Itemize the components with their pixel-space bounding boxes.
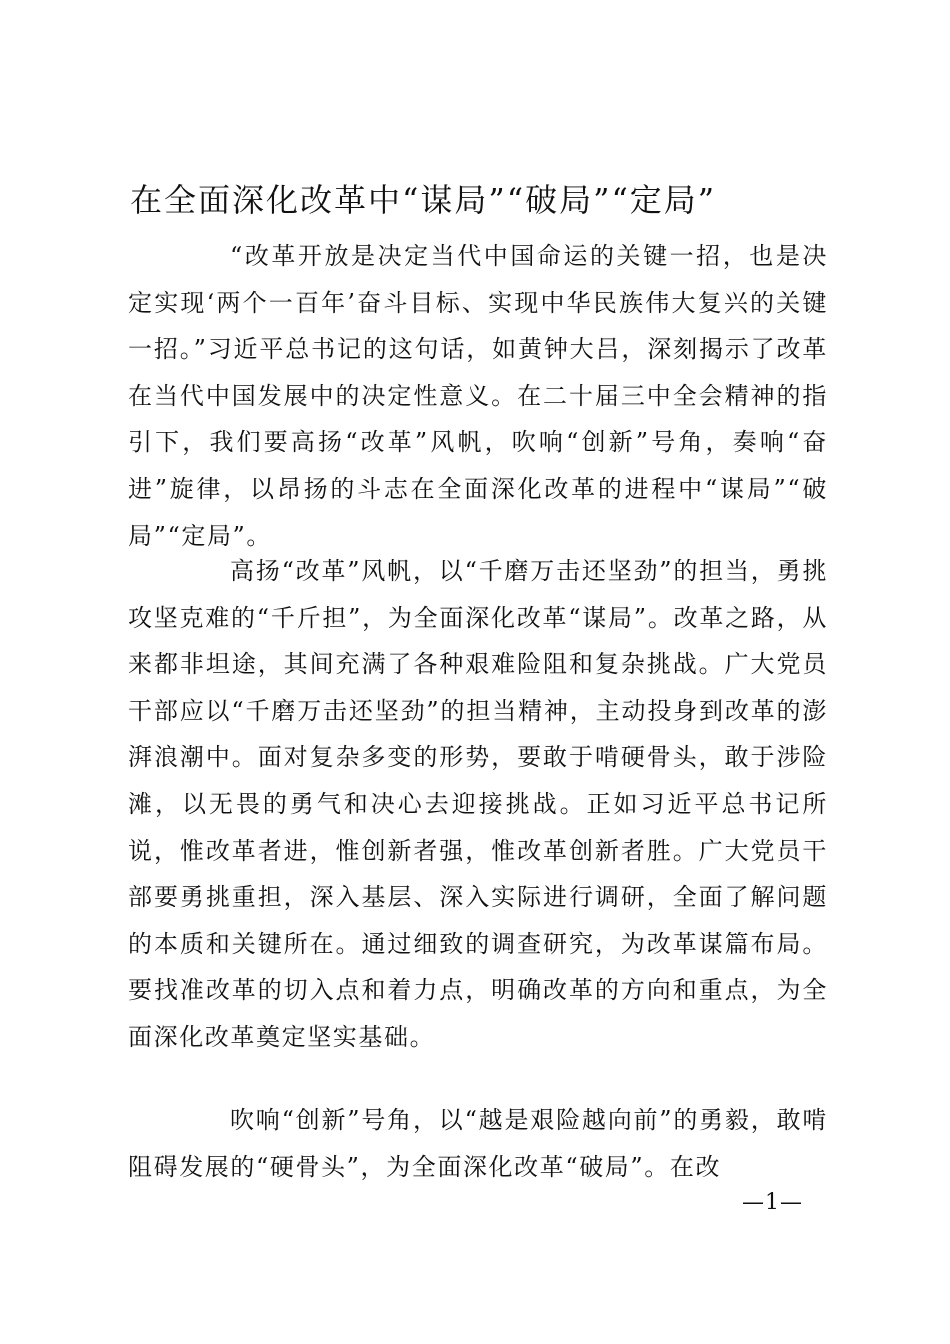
paragraph: “改革开放是决定当代中国命运的关键一招，也是决定实现‘两个一百年’奋斗目标、实现中华民族伟大复兴的关键一招。”习近平总书记的这句话，如黄钟大吕，深刻揭示了改革在当代中国发展中的决定性意义。在二十届三中全会精神的指引下，我们要高扬“改革”风帆，吹响“创新”号角，奏响“奋进”旋律，以昂扬的斗志在全面深化改革的进程中“谋局”“破局”“定局”。 — [128, 242, 828, 550]
paragraph: 高扬“改革”风帆，以“千磨万击还坚劲”的担当，勇挑攻坚克难的“千斤担”，为全面深化改革“谋局”。改革之路，从来都非坦途，其间充满了各种艰难险阻和复杂挑战。广大党员干部应以“千磨万击还坚劲”的担当精神，主动投身到改革的澎湃浪潮中。面对复杂多变的形势，要敢于啃硬骨头，敢于涉险滩，以无畏的勇气和决心去迎接挑战。正如习近平总书记所说，惟改革者进，惟创新者强，惟改革创新者胜。广大党员干部要勇挑重担，深入基层、深入实际进行调研，全面了解问题的本质和关键所在。通过细致的调查研究，为改革谋篇布局。要找准改革的切入点和着力点，明确改革的方向和重点，为全面深化改革奠定坚实基础。 — [128, 557, 828, 1051]
document-title: 在全面深化改革中“谋局”“破局”“定局” — [130, 181, 717, 219]
paragraph-1-container — [128, 233, 828, 559]
paragraph-3-container — [128, 1097, 828, 1190]
paragraph-2-container — [128, 548, 828, 1061]
page-number: —1— — [742, 1190, 803, 1215]
paragraph: 吹响“创新”号角，以“越是艰险越向前”的勇毅，敢啃阻碍发展的“硬骨头”，为全面深化改革“破局”。在改 — [128, 1106, 828, 1181]
